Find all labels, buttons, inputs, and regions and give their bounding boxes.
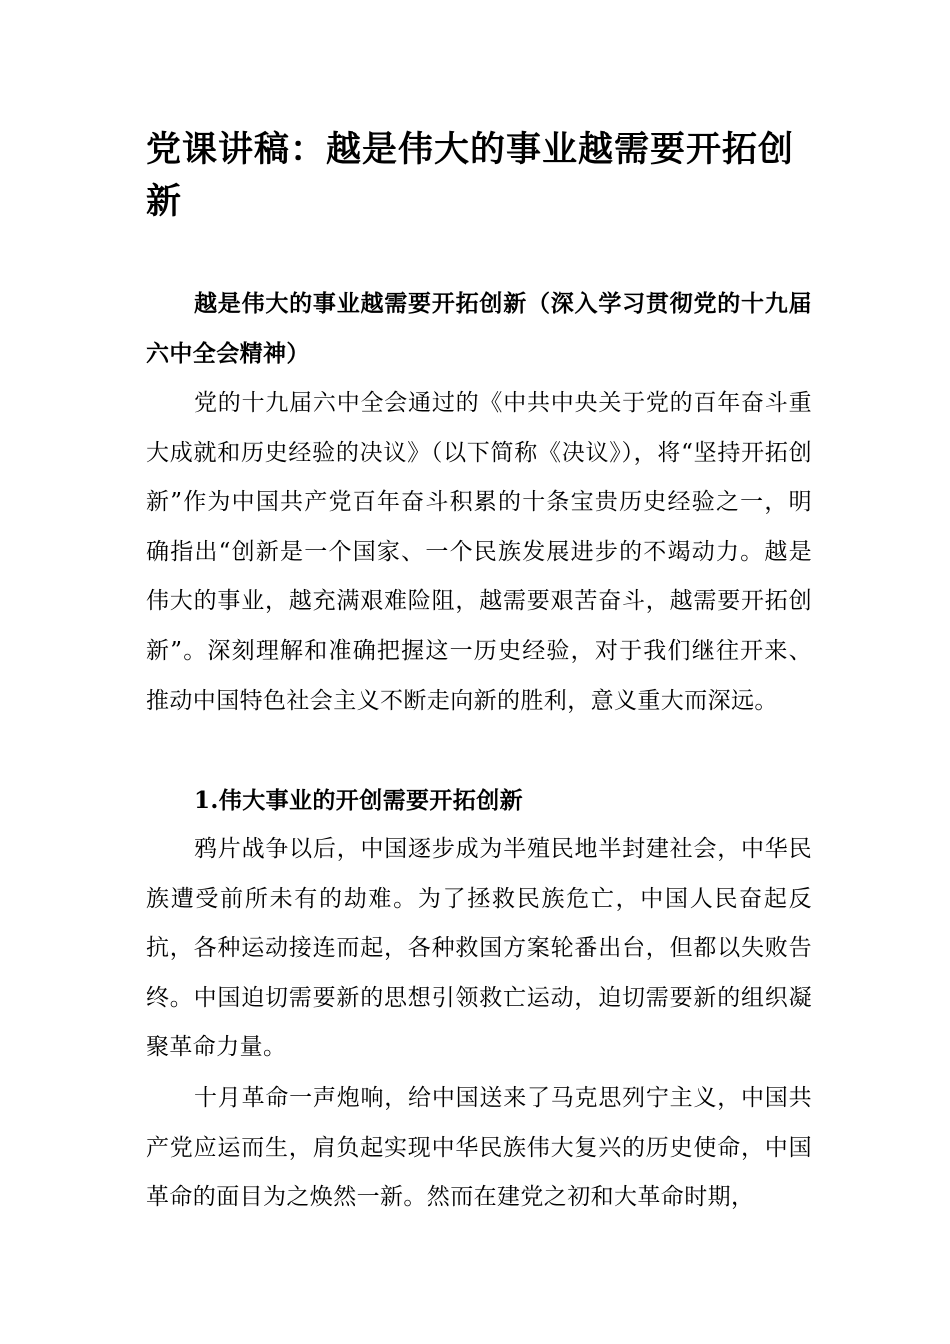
paragraph-revolution: 十月革命一声炮响，给中国送来了马克思列宁主义，中国共产党应运而生，肩负起实现中华民族伟大复兴的历史使命，中国革命的面目为之焕然一新。然而在建党之初和大革命时期， xyxy=(146,1085,812,1211)
paragraph-history: 鸦片战争以后，中国逐步成为半殖民地半封建社会，中华民族遭受前所未有的劫难。为了拯救民族危亡，中国人民奋起反抗，各种运动接连而起，各种救国方案轮番出台，但都以失败告终。中国迫切需要新的思想引领救亡运动，迫切需要新的组织凝聚革命力量。 xyxy=(146,836,812,1061)
page-title: 党课讲稿：越是伟大的事业越需要开拓创新 xyxy=(146,130,795,222)
paragraph-intro: 党的十九届六中全会通过的《中共中央关于党的百年奋斗重大成就和历史经验的决议》（以下简称《决议》），将“坚持开拓创新”作为中国共产党百年奋斗积累的十条宝贵历史经验之一，明确指出“创新是一个国家、一个民族发展进步的不竭动力。越是伟大的事业，越充满艰难险阻，越需要艰苦奋斗，越需要开拓创新”。深刻理解和准确把握这一历史经验，对于我们继往开来、推动中国特色社会主义不断走向新的胜利，意义重大而深远。 xyxy=(146,390,812,714)
document-subtitle: 越是伟大的事业越需要开拓创新（深入学习贯彻党的十九届六中全会精神） xyxy=(146,291,812,367)
section-heading: 1.伟大事业的开创需要开拓创新 xyxy=(194,787,524,814)
